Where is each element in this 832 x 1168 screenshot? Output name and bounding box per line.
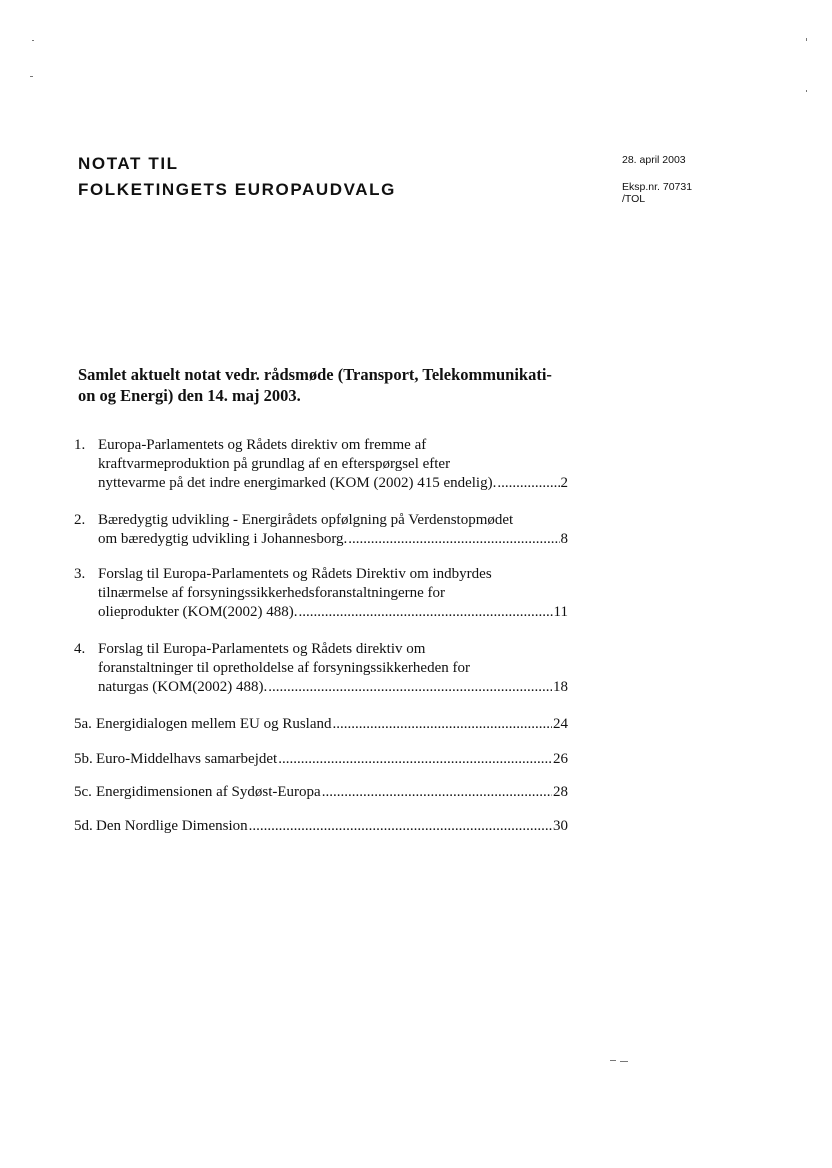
- toc-item-3: [74, 565, 568, 622]
- toc-item-text-line: Den Nordlige Dimension: [96, 818, 248, 834]
- subject-line-1: Samlet aktuelt notat vedr. rådsmøde (Transport, Telekommunikati-: [78, 365, 552, 384]
- toc-dot-leader: [278, 750, 552, 769]
- toc-item-number: 3.: [74, 566, 86, 582]
- title-line-2: FOLKETINGETS EUROPAUDVALG: [78, 180, 396, 199]
- toc-item-text-line: Euro-Middelhavs samarbejdet: [96, 751, 278, 767]
- subject-line-2: on og Energi) den 14. maj 2003.: [78, 386, 301, 405]
- toc-dot-leader: [333, 715, 552, 734]
- toc-dot-leader: [299, 603, 553, 622]
- toc-item-text-line: tilnærmelse af forsyningssikkerhedsforanstaltningerne for: [98, 585, 445, 601]
- toc-item-text-line: olieprodukter (KOM(2002) 488).: [98, 604, 298, 620]
- toc-item-text-line: kraftvarmeproduktion på grundlag af en efterspørgsel efter: [98, 456, 451, 472]
- toc-item-2: [74, 511, 568, 549]
- toc-item-text-line: Europa-Parlamentets og Rådets direktiv om fremme af: [98, 437, 427, 453]
- toc-page-number: 26: [553, 751, 568, 767]
- document-date: 28. april 2003: [622, 154, 686, 166]
- toc-dot-leader: [348, 530, 559, 549]
- toc-item-4: [74, 640, 568, 697]
- document-title: [78, 151, 396, 203]
- toc-page-number: 28: [553, 784, 568, 800]
- toc-item-number: 4.: [74, 641, 86, 657]
- table-of-contents: [74, 436, 568, 834]
- toc-item-number: 2.: [74, 512, 86, 528]
- author-initials: /TOL: [622, 193, 646, 205]
- toc-item-text-line: nyttevarme på det indre energimarked (KOM (2002) 415 endelig).: [98, 475, 497, 491]
- toc-item-text-line: Energidialogen mellem EU og Rusland: [96, 716, 332, 732]
- toc-item-5b: [74, 750, 568, 769]
- toc-dot-leader: [322, 783, 552, 802]
- toc-item-5a: [74, 715, 568, 734]
- document-meta: [622, 154, 692, 205]
- toc-item-text-line: om bæredygtig udvikling i Johannesborg.: [98, 531, 348, 547]
- toc-page-number: 8: [560, 531, 568, 547]
- toc-item-text-line: naturgas (KOM(2002) 488).: [98, 679, 268, 695]
- toc-page-number: 11: [553, 604, 568, 620]
- toc-item-text-line: Energidimensionen af Sydøst-Europa: [96, 784, 321, 800]
- toc-page-number: 18: [553, 679, 568, 695]
- toc-dot-leader: [268, 678, 552, 697]
- toc-page-number: 2: [560, 475, 568, 491]
- subject-heading: [78, 364, 578, 406]
- toc-item-number: 5c.: [74, 784, 92, 800]
- toc-item-1: [74, 436, 568, 493]
- toc-dot-leader: [249, 817, 552, 836]
- toc-item-text-line: Forslag til Europa-Parlamentets og Rådets direktiv om: [98, 641, 426, 657]
- toc-page-number: 30: [553, 818, 568, 834]
- toc-item-number: 5a.: [74, 716, 92, 732]
- toc-item-5c: [74, 783, 568, 802]
- toc-dot-leader: [497, 474, 559, 493]
- toc-item-number: 1.: [74, 437, 86, 453]
- title-line-1: NOTAT TIL: [78, 154, 179, 173]
- toc-item-text-line: foranstaltninger til opretholdelse af forsyningssikkerheden for: [98, 660, 470, 676]
- toc-item-text-line: Bæredygtig udvikling - Energirådets opfølgning på Verdenstopmødet: [98, 512, 514, 528]
- document-reference: Eksp.nr. 70731: [622, 181, 693, 193]
- toc-item-number: 5d.: [74, 818, 93, 834]
- toc-item-5d: [74, 817, 568, 836]
- toc-page-number: 24: [553, 716, 568, 732]
- toc-item-number: 5b.: [74, 751, 93, 767]
- toc-item-text-line: Forslag til Europa-Parlamentets og Rådets Direktiv om indbyrdes: [98, 566, 492, 582]
